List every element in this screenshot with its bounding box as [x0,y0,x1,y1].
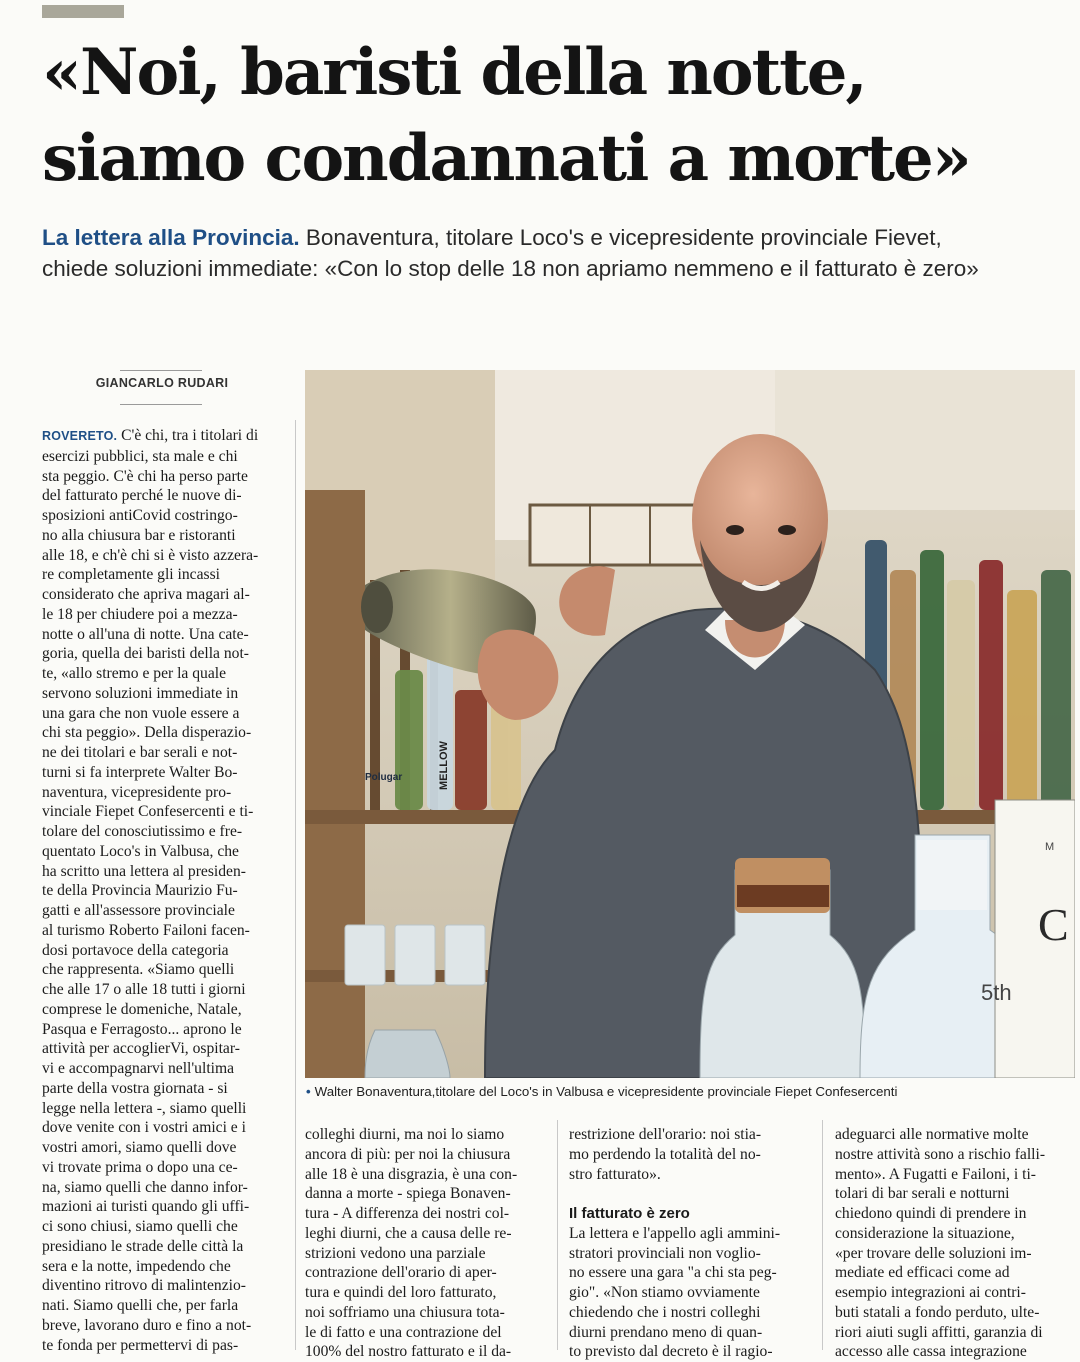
photo-caption [306,1084,1076,1099]
col2-line: contrazione dell'orario di aper- [305,1264,497,1282]
col1-line: sera e la notte, impedendo che [42,1257,231,1275]
col4-line: adeguarci alle normative molte [835,1126,1029,1143]
col4-line: tolari di bar serali e notturni [835,1185,1010,1203]
book-label-c: C [1038,899,1069,950]
col2-line: tura - A differenza dei nostri col- [305,1205,510,1222]
col1-line: ci sono chiusi, siamo quelli che [42,1218,238,1235]
col1-line: C'è chi, tra i titolari di [121,427,259,444]
col1-line: ne dei titolari e bar serali e not- [42,744,238,761]
column-divider [557,1120,558,1350]
col2-line: le di fatto e una contrazione del [305,1323,502,1341]
bottle-label-polugar: Polugar [365,772,403,783]
col1-line: na, siamo quelli che danno infor- [42,1178,248,1196]
col1-line: Pasqua e Ferragosto... aprono le [42,1020,242,1038]
col4-line: chiedono quindi di prendere in [835,1205,1027,1222]
col1-line: te, «allo stremo e per la quale [42,665,227,682]
article-column-3 [569,1125,814,1362]
col1-line: vostri amori, siamo quelli dove [42,1139,237,1156]
book-label-m: M [1045,841,1055,853]
col1-line: goria, quella dei baristi della not- [42,645,249,663]
col4-line: considerazione la situazione, [835,1224,1015,1242]
col1-line: ha scritto una lettera al presiden- [42,862,246,880]
col1-line: nati. Siamo quelli che, per farla [42,1297,239,1314]
col1-line: gatti e all'assessore provinciale [42,902,235,919]
col1-line: considerato che apriva magari al- [42,586,250,603]
col1-line: turni si fa interprete Walter Bo- [42,763,238,781]
col1-line: tolare del conosciutissimo e fre- [42,823,243,840]
col1-line: mazioni ai turisti quando gli uffi- [42,1198,250,1216]
col1-line: notte o all'una di notte. Una cate- [42,625,249,643]
subheadline [42,222,1078,284]
col2-line: tura e quindi del loro fatturato, [305,1284,497,1301]
column-divider [822,1120,823,1350]
col2-line: noi soffriamo una chiusura tota- [305,1303,505,1321]
col4-line: nostre attività sono a rischio falli- [835,1145,1046,1163]
kicker: La lettera alla Provincia. [42,225,300,250]
col1-line: vi e accompagnarvi nell'ultima [42,1060,235,1077]
byline: GIANCARLO RUDARI [95,376,229,390]
col2-line: 100% del nostro fatturato e il da- [305,1343,512,1361]
col1-line: breve, lavorano duro e fino a not- [42,1316,252,1334]
headline-line-1: «Noi, baristi della notte, [42,35,866,110]
col1-line: che rappresenta. «Siamo quelli [42,961,235,979]
col2-line: ancora di più: per noi la chiusura [305,1145,511,1163]
col1-line: esercizi pubblici, sta male e chi [42,447,238,465]
col4-line: mento». A Fugatti e Failoni, i ti- [835,1165,1036,1183]
article-column-4 [835,1125,1077,1362]
byline-rule-top [120,370,202,371]
article-column-1 [42,426,286,1355]
col1-line: alle 18, e ch'è chi si è visto azzera- [42,546,259,564]
bartender-photo-illustration [305,370,1075,1078]
col3-line: stro fatturato». [569,1165,661,1183]
article-column-2 [305,1125,550,1362]
byline-rule-bottom [120,404,202,405]
col1-line: te della Provincia Maurizio Fu- [42,882,238,900]
col1-line: vi trovate prima o dopo una ce- [42,1158,238,1176]
col1-line: re completamente gli incassi [42,566,220,584]
col1-line: diventino ritrovo di malintenzio- [42,1277,246,1295]
col3b-line: no essere una gara "a chi sta peg- [569,1264,777,1282]
col3b-line: La lettera e l'appello agli ammini- [569,1224,781,1242]
col4-line: «per trovare delle soluzioni im- [835,1244,1032,1262]
col1-line: no alla chiusura bar e ristoranti [42,526,236,544]
col3-line: restrizione dell'orario: noi stia- [569,1126,762,1143]
caption-text: Walter Bonaventura,titolare del Loco's in Valbusa e vicepresidente provinciale Fiepet Confesercenti [314,1084,898,1099]
col1-line: quentato Loco's in Valbusa, che [42,842,239,860]
col1-line: legge nella lettera -, siamo quelli [42,1099,247,1117]
col1-line: sta peggio. C'è chi ha perso parte [42,467,248,485]
col2-line: leghi diurni, che a causa delle re- [305,1224,512,1242]
col1-line: le 18 per chiudere poi a mezza- [42,605,238,623]
col4-line: mediate ed efficaci come ad [835,1264,1010,1282]
bottle-label-mellow: MELLOW [438,741,450,790]
col3b-line: gio". «Non stiamo ovviamente [569,1284,760,1301]
col1-line: una gara che non vuole essere a [42,704,240,722]
col4-line: buti statali a fondo perduto, ulte- [835,1303,1040,1321]
col1-line: presidiano le strade delle città la [42,1237,244,1255]
col3b-line: to previsto dal decreto è il ragio- [569,1343,773,1361]
col1-line: comprese le domeniche, Natale, [42,1000,242,1018]
subheadline-line-2: chiede soluzioni immediate: «Con lo stop delle 18 non apriamo nemmeno e il fatturato è zero» [42,256,979,281]
col1-line: vinciale Fiepet Confesercenti e ti- [42,803,254,821]
col4-line: accesso alle cassa integrazione [835,1343,1027,1361]
col2-line: danna a morte - spiega Bonaven- [305,1185,511,1203]
col1-line: sposizioni antiCovid costringo- [42,507,238,524]
col1-line: naventura, vicepresidente pro- [42,783,232,801]
col2-line: colleghi diurni, ma noi lo siamo [305,1126,505,1143]
bottle-label-5th: 5th [981,980,1012,1005]
col3b-line: diurni prendano meno di quan- [569,1323,763,1341]
col3b-line: chiedendo che i nostri colleghi [569,1303,761,1321]
col1-line: dosi portavoce della categoria [42,941,229,959]
col4-line: esempio integrazioni ai contri- [835,1284,1026,1301]
col1-line: che alle 17 o alle 18 tutti i giorni [42,981,246,998]
col1-line: servono soluzioni immediate in [42,684,239,702]
section-subhead: Il fatturato è zero [569,1205,690,1222]
col1-line: al turismo Roberto Failoni facen- [42,921,250,939]
col3-line: mo perdendo la totalità del no- [569,1145,761,1163]
bartender-photo [305,370,1075,1078]
section-marker-bar [42,5,124,18]
column-divider [295,420,296,1350]
col1-line: attività per accoglierVi, ospitar- [42,1040,240,1058]
col1-line: te fonda per permettervi di pas- [42,1336,239,1354]
dateline: ROVERETO. [42,429,118,443]
caption-bullet: • [306,1084,311,1099]
col4-line: riori aiuti sugli affitti, garanzia di [835,1323,1043,1341]
col1-line: parte della vostra giornata - si [42,1079,228,1097]
col2-line: strizioni vedono una parziale [305,1244,486,1262]
headline [42,30,1072,202]
col1-line: del fatturato perché le nuove di- [42,487,242,505]
headline-line-2: siamo condannati a morte» [42,121,970,196]
col3b-line: stratori provinciali non voglio- [569,1244,761,1262]
col1-line: dove venite con i vostri amici e i [42,1119,246,1137]
col2-line: alle 18 è una disgrazia, è una con- [305,1165,518,1183]
subheadline-line-1: Bonaventura, titolare Loco's e vicepresidente provinciale Fievet, [305,225,942,250]
col1-line: chi sta peggio». Della disperazio- [42,724,252,742]
